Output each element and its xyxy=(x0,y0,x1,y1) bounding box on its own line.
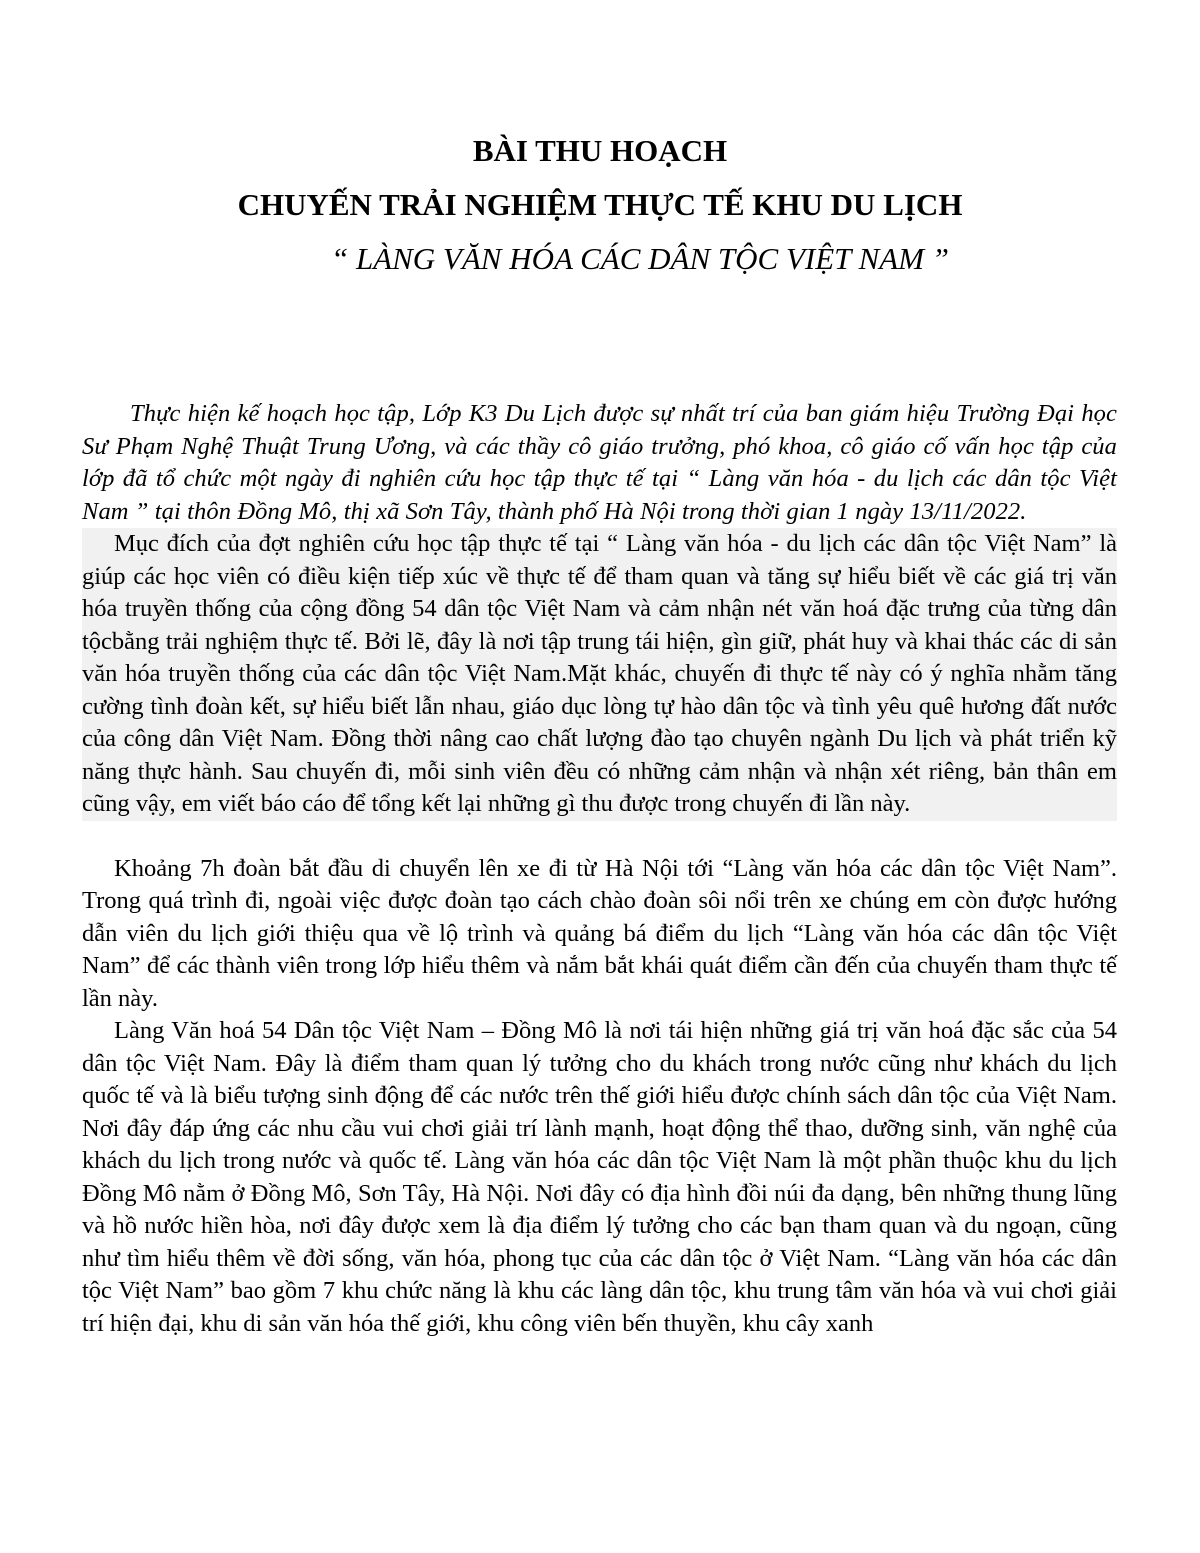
title-block xyxy=(0,124,1200,286)
departure-paragraph: Khoảng 7h đoàn bắt đầu di chuyển lên xe đi từ Hà Nội tới “Làng văn hóa các dân tộc Việt Nam”. Trong quá trình đi, ngoài việc được đoàn tạo cách chào đoàn sôi nổi trên xe chúng em còn được hướng dẫn viên du lịch giới thiệu qua về lộ trình và quảng bá điểm du lịch “Làng văn hóa các dân tộc Việt Nam” để các thành viên trong lớp hiểu thêm và nắm bắt khái quát điểm cần đến của chuyến tham thực tế lần này. xyxy=(82,854,1117,1012)
body-text xyxy=(82,398,1117,1340)
document-title: BÀI THU HOẠCH xyxy=(472,133,728,168)
document-subtitle: CHUYẾN TRẢI NGHIỆM THỰC TẾ KHU DU LỊCH xyxy=(237,187,963,222)
village-paragraph: Làng Văn hoá 54 Dân tộc Việt Nam – Đồng Mô là nơi tái hiện những giá trị văn hoá đặc sắc của 54 dân tộc Việt Nam. Đây là điểm tham quan lý tưởng cho du khách trong nước cũng như khách du lịch quốc tế và là biểu tượng sinh động để các nước trên thế giới hiểu được chính sách dân tộc của Việt Nam. Nơi đây đáp ứng các nhu cầu vui chơi giải trí lành mạnh, hoạt động thể thao, dưỡng sinh, văn nghệ của khách du lịch trong nước và quốc tế. Làng văn hóa các dân tộc Việt Nam là một phần thuộc khu du lịch Đồng Mô nằm ở Đồng Mô, Sơn Tây, Hà Nội. Nơi đây có địa hình đồi núi đa dạng, bên những thung lũng và hồ nước hiền hòa, nơi đây được xem là địa điểm lý tưởng cho các bạn tham quan và du ngoạn, cũng như tìm hiểu thêm về đời sống, văn hóa, phong tục của các dân tộc ở Việt Nam. “Làng văn hóa các dân tộc Việt Nam” bao gồm 7 khu chức năng là khu các làng dân tộc, khu trung tâm văn hóa và vui chơi giải trí hiện đại, khu di sản văn hóa thế giới, khu công viên bến thuyền, khu cây xanh xyxy=(82,1017,1117,1337)
intro-paragraph: Thực hiện kế hoạch học tập, Lớp K3 Du Lịch được sự nhất trí của ban giám hiệu Trường Đại học Sư Phạm Nghệ Thuật Trung Ương, và các thầy cô giáo trưởng, phó khoa, cô giáo cố vấn học tập của lớp đã tổ chức một ngày đi nghiên cứu học tập thực tế tại “ Làng văn hóa - du lịch các dân tộc Việt Nam ” tại thôn Đồng Mô, thị xã Sơn Tây, thành phố Hà Nội trong thời gian 1 ngày 13/11/2022. xyxy=(82,400,1117,525)
document-subtitle-quote: “ LÀNG VĂN HÓA CÁC DÂN TỘC VIỆT NAM ” xyxy=(330,241,950,276)
paragraph-gap xyxy=(82,821,1117,853)
purpose-paragraph: Mục đích của đợt nghiên cứu học tập thực tế tại “ Làng văn hóa - du lịch các dân tộc Việt Nam” là giúp các học viên có điều kiện tiếp xúc về thực tế để tham quan và tăng sự hiểu biết về các giá trị văn hóa truyền thống của cộng đồng 54 dân tộc Việt Nam và cảm nhận nét văn hoá đặc trưng của từng dân tộcbằng trải nghiệm thực tế. Bởi lẽ, đây là nơi tập trung tái hiện, gìn giữ, phát huy và khai thác các di sản văn hóa truyền thống của các dân tộc Việt Nam.Mặt khác, chuyến đi thực tế này có ý nghĩa nhằm tăng cường tình đoàn kết, sự hiểu biết lẫn nhau, giáo dục lòng tự hào dân tộc và tình yêu quê hương đất nước của công dân Việt Nam. Đồng thời nâng cao chất lượng đào tạo chuyên ngành Du lịch và phát triển kỹ năng thực hành. Sau chuyến đi, mỗi sinh viên đều có những cảm nhận và nhận xét riêng, bản thân em cũng vậy, em viết báo cáo để tổng kết lại những gì thu được trong chuyến đi lần này. xyxy=(82,528,1117,821)
